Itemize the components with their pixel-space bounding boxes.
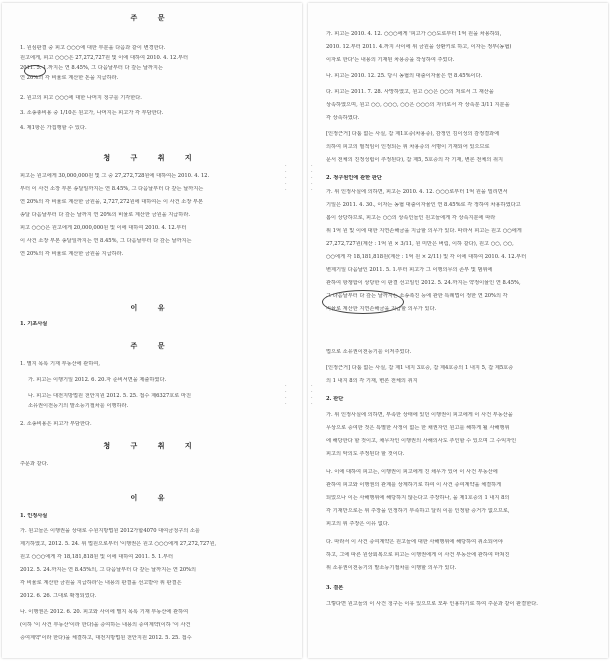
text-line: 제기하였고, 2012. 5. 24. 위 법원으로부터 '이행권은 원고 ○○○에게 27,272,727원,: [20, 541, 217, 547]
text-line: 그 다음날부터 다 갚는 날까지는 소송촉진 등에 관한 특례법이 정한 연 20%의 각: [326, 293, 508, 299]
text-line: 연 20%의 각 비율로 계산한 금원을 지급하라.: [20, 251, 124, 257]
text-line: 가. 피고는 2010. 4. 12. ○○○에게 '피고가 ○○도로부터 1억 원을 차용하되,: [326, 31, 502, 37]
text-line: 이자로 한다'는 내용의 기재된 차용증을 작성하여 주었다.: [326, 57, 455, 63]
text-line: 각 비율로 계산한 금원을 지급하라'는 내용의 판결을 선고받아 위 판결은: [20, 580, 182, 586]
section-title-main-2: 주 문: [130, 341, 174, 350]
section-title-main: 주 문: [130, 13, 174, 22]
text-line: 문서 전체의 진정성립이 추정된다), 갑 제5, 5호증의 각 기재, 변론 전체의 취지: [326, 157, 504, 163]
text-line: 원고에게, 피고 ○○○은 27,272,727원 및 이에 대하여 2010. 4. 12.부터: [20, 55, 188, 61]
section-title-reasons: 이 유: [130, 303, 174, 312]
text-line: 비율로 계산한 지연손해금을 지급할 의무가 있다.: [326, 306, 437, 312]
text-line: 다. 따라서 이 사건 증여계약은 원고들에 대한 사해행위에 해당하여 취소되어야: [326, 539, 503, 545]
text-line: 4. 제1항은 가집행할 수 있다.: [20, 125, 87, 131]
text-line: 2010. 12.부터 2011. 4.까지 사이에 위 금원을 상환키로 하고, 이자는 정부(농협): [326, 44, 512, 50]
text-line: 2. 원고의 피고 ○○○에 대한 나머지 청구를 기각한다.: [20, 95, 142, 101]
text-line: 1. 원심판결 중 피고 ○○○에 대한 부분을 다음과 같이 변경한다.: [20, 45, 166, 51]
document-page-2: [308, 3, 608, 658]
section-title-claim: 청 구 취 지: [103, 153, 201, 162]
text-line: 가. 피고는 이행기일 2012. 6. 20.자 준비서면을 제출하였다.: [28, 377, 167, 383]
text-line: 연 20%의 각 비율로 계산한 금원을, 2,727,272원에 대하여는 이 사건 소장 부본: [20, 199, 203, 205]
text-line: 1. 별지 목록 기재 부동산에 관하여,: [20, 361, 100, 367]
text-line: 각 상속하였다.: [326, 115, 360, 121]
binding-hole-marks: · · · ·: [311, 383, 313, 407]
text-line: 의 1 내지 8의 각 기재, 변론 전체의 취지: [326, 378, 418, 384]
text-line: 원고 ○○○에게 각 18,181,818원 및 이에 대하여 2011. 5. 1.부터: [20, 554, 174, 560]
binding-hole-marks: · · · ·: [285, 383, 287, 407]
text-line: 가. 위 인정사실에 의하면, 부족한 상태에 있던 이행권이 피고에게 이 사건 부동산을: [326, 412, 513, 418]
text-line: 무상으로 증여한 것은 특별한 사정이 없는 한 채권자인 원고를 해하게 될 사해행위: [326, 425, 510, 431]
text-line: 피고 ○○○은 원고에게 20,000,000원 및 이에 대하여 2010. 4. 12.부터: [20, 225, 187, 231]
text-line: 법으로 소유권이전등기를 이저주었다.: [326, 349, 412, 355]
text-line: 관하여 항쟁함이 상당한 이 판결 선고일인 2012. 5. 24.까지는 약정이율인 연 8.45%,: [326, 280, 521, 286]
document-page-1: [2, 3, 302, 658]
text-line: 피고의 악의도 추정된다 할 것이다.: [326, 451, 405, 457]
text-line: 나. 이에 대하여 피고는, 이행권이 피고에게 진 채무가 있어 이 사건 부동산에: [326, 469, 498, 475]
subheading-judgment: 2. 판단: [326, 396, 344, 402]
text-line: 봄이 상당하므로, 피고는 ○○의 상속인들인 원고들에게 각 상속지분에 따라: [326, 215, 496, 221]
subheading-claim-judgment: 2. 청구원인에 관한 판단: [326, 175, 382, 181]
text-line: 소유권이전등기의 말소등기절차를 이행하라.: [28, 403, 129, 409]
text-line: 송달 다음날부터 다 갚는 날까지 연 20%의 비율로 계산한 금원을 지급하라.: [20, 212, 190, 218]
text-line: 상속하였으며, 원고 ○○, ○○○, ○○은 ○○○의 자녀로서 각 상속분 3/11 지분을: [326, 102, 510, 108]
text-line: 가. 원고들은 이행권을 상대로 수원지방법원 2012가합4070 대여금청구의 소를: [20, 528, 200, 534]
section-title-claim-2: 청 구 취 지: [103, 441, 201, 450]
text-line: ○○에게 각 18,181,818원(계산 : 1억 원 × 2/11) 및 각 이에 대하여 2010. 4. 12.부터: [326, 254, 527, 260]
text-line: 피고의 위 주장은 이유 없다.: [326, 521, 390, 527]
subheading-basic-facts: 1. 기초사실: [20, 321, 48, 327]
text-line: 주문과 같다.: [20, 461, 49, 467]
text-line: 각 기재만으로는 위 주장을 인정하기 부족하고 달리 이를 인정할 증거가 없으므로,: [326, 508, 510, 514]
text-line: 변제기일 다음날인 2011. 5. 1.부터 피고가 그 이행의무의 존부 및 범위에: [326, 267, 493, 273]
text-line: 하고, 그에 따른 원상회복으로 피고는 이행권에게 이 사건 부동산에 관하여 마쳐진: [326, 552, 510, 558]
text-line: 나. 피고는 2010. 12. 25. 당시 농협의 대출이자율은 연 8.45%이다.: [326, 73, 483, 79]
subheading-conclusion: 3. 결론: [326, 585, 344, 591]
text-line: 의하여 피고의 필적임이 인정되는 위 차용증의 서명이 기재되어 있으므로: [326, 144, 490, 150]
text-line: 다. 피고는 2011. 7. 28. 사망하였고, 원고 ○○은 ○○의 처로서 그 재산을: [326, 89, 494, 95]
text-line: 가. 위 인정사실에 의하면, 피고는 2010. 4. 12. ○○○로부터 1억 원을 빌리면서: [326, 189, 508, 195]
text-line: [인정근거] 다툼 없는 사실, 갑 제1호증(차용증), 감정인 김이성의 감정결과에: [326, 131, 500, 137]
binding-hole-marks: · · · · ·: [311, 163, 313, 193]
text-line: 그렇다면 원고들의 이 사건 청구는 이유 있으므로 모두 인용하기로 하여 주문과 같이 판결한다.: [326, 601, 538, 607]
text-line: 2. 소송비용은 피고가 부담한다.: [20, 421, 92, 427]
binding-hole-marks: · · · · ·: [285, 163, 287, 193]
text-line: 위 소유권이전등기의 말소등기절차를 이행할 의무가 있다.: [326, 565, 457, 571]
text-line: 기일은 2011. 4. 30., 이자는 농협 대출이자율인 연 8.45%로 각 정하여 차용하였다고: [326, 202, 521, 208]
text-line: (이하 '이 사건 부동산'이라 한다)을 증여하는 내용의 증여계약(이하 '이 사건: [20, 622, 191, 628]
text-line: 이 사건 소장 부본 송달일까지는 연 8.45%, 그 다음날부터 다 갚는 날까지는: [20, 238, 192, 244]
text-line: 나. 이행권은 2012. 6. 20. 피고와 사이에 별지 목록 기재 부동산에 관하여: [20, 609, 189, 615]
text-line: 2012. 5. 24.까지는 연 8.45%의, 그 다음날부터 다 갚는 날까지는 연 20%의: [20, 567, 197, 573]
handwritten-circle-mark: [24, 65, 46, 77]
text-line: 위 1억 원 및 이에 대한 지연손해금을 지급할 의무가 있다. 따라서 피고는 원고 ○○에게: [326, 228, 522, 234]
text-line: 2012. 6. 26. 그대로 확정되었다.: [20, 593, 97, 599]
text-line: 3. 소송총비용 중 1/10은 원고가, 나머지는 피고가 각 부담한다.: [20, 110, 164, 116]
text-line: 나. 피고는 대전지방법원 천안지원 2012. 5. 25. 접수 제6327호로 마친: [28, 393, 191, 399]
text-line: 되었으나 이는 사해행위에 해당하지 않는다고 주장하나, 을 제1호증의 1 내지 8의: [326, 495, 510, 501]
text-line: 부터 이 사건 소장 부본 송달일까지는 연 8.45%, 그 다음날부터 다 갚는 날까지는: [20, 186, 204, 192]
text-line: 2011. 5. 1.까지는 연 8.45%, 그 다음날부터 다 갚는 날까지는: [20, 65, 163, 71]
section-title-reasons-2: 이 유: [130, 493, 174, 502]
text-line: 27,272,727원(계산 : 1억 원 × 3/11, 원 미만은 버림, 이하 같다), 원고 ○○, ○○,: [326, 241, 514, 247]
text-line: 에 해당한다 할 것이고, 채무자인 이행권의 사해의사도 추인할 수 있으며 그 수익자인: [326, 438, 517, 444]
handwritten-circle-mark: [322, 290, 404, 314]
subheading-facts: 1. 인정사실: [20, 513, 48, 519]
text-line: 관하여 피고와 이행권의 관계를 상계하기로 하여 이 사건 증여계약을 체결하게: [326, 482, 502, 488]
text-line: 연 20%의 각 비율로 계산한 돈을 지급하라.: [20, 75, 119, 81]
text-line: 피고는 원고에게 30,000,000원 및 그 중 27,272,728원에 대하여는 2010. 4. 12.: [20, 173, 210, 179]
text-line: [인정근거] 다툼 없는 사실, 갑 제1 내지 3호증, 갑 제4호증의 1 내지 5, 갑 제5호증: [326, 365, 514, 371]
text-line: 증여계약'이라 한다)을 체결하고, 대전지방법원 천안지원 2012. 5. 25. 접수: [20, 635, 192, 641]
